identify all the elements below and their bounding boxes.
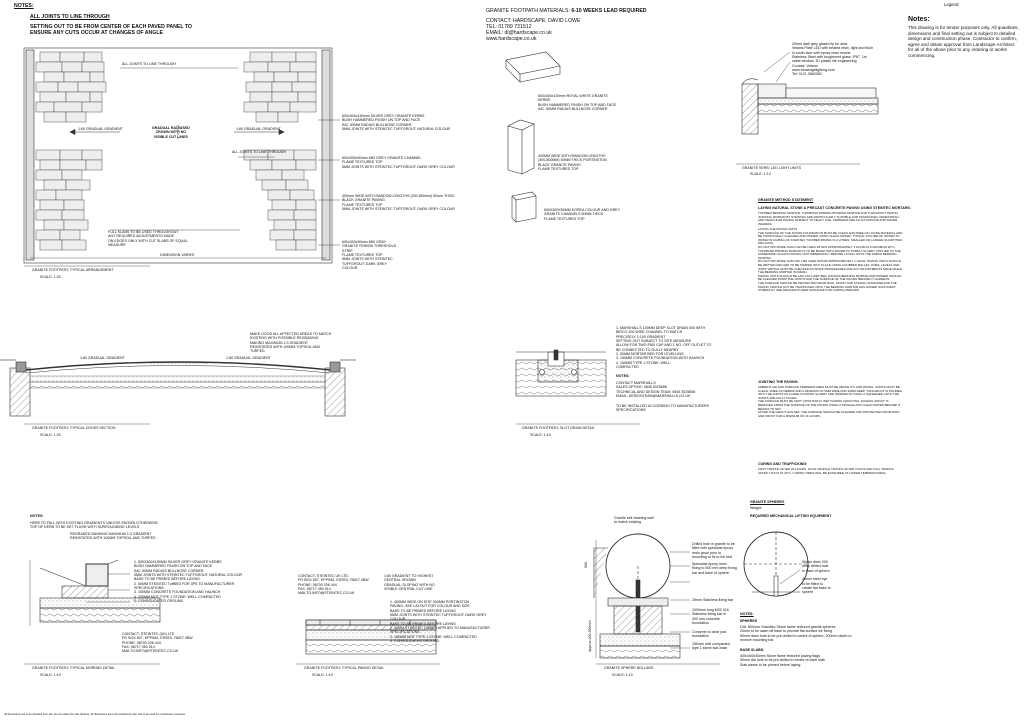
sphere-base: 400x400x50mm Stone flame textured paving flags 50mm dia hole to be pre-drilled to centre of each slab Slab bases to be primed before laying <box>740 654 825 667</box>
bollard-label-2: Drilled hole in granite to be filled with specialist epoxy resin grout prior to mounting to fix to full bed <box>692 542 735 559</box>
slot-drain-detail <box>516 350 606 396</box>
method-curing-title: CURING AND TRAFFICKING: <box>758 462 808 466</box>
led-title: GRANITE KERB: LED LIGHT UNITS <box>742 166 802 170</box>
section-scale: SCALE: 1:20 <box>40 433 61 437</box>
method-heading: LAYING NATURAL STONE & PRECAST CONCRETE PAVING USING STEINTEC MORTARS: <box>758 206 912 210</box>
bollard-label-5: 1000mm long M20 316 Stainless fixing bar in 300 mm concrete foundation <box>692 608 729 625</box>
kerb-title: GRANITE FOOTPATH: TYPICAL KERBING DETAIL <box>32 666 116 670</box>
bollard-detail <box>594 534 690 658</box>
footer-disclaimer: All dimensions are to be checked from site. Do not scale from this drawing. All dimensions are to be checked on site. Not to be used for construction purposes. <box>4 713 186 716</box>
plan-spec-2: 600x300x50mm MID GREY GRANITE CHANNEL FLAME TEXTURED TOP 5MM JOINTS WITH STEINTEC TUFFGROUT: DARK GREY COLOUR <box>342 156 455 169</box>
led-scale: SCALE: 1:10 <box>750 172 771 176</box>
plan-spec-4: 600x300x50mm MID GRAY GRANITE TRIMON THRESHOLD STRIP FLAME TEXTURED TOP 5MM JOINTS WITH STEINTEC TUFFGROUT: DARK GREY COLOUR <box>342 240 397 270</box>
general-notes-title: Notes: <box>908 16 930 23</box>
sphere-lifting: REQUIRED MECHANICAL LIFTING EQUIPMENT <box>750 514 832 518</box>
slot-drain-contact: CONTACT MARSHALLS SALES OFFICE: 0845 3025656 TECHNICAL AND DESIGN TEAM: 0845 3025658 EMAIL: DESIGNTEAM@MARSHALLS.CO.UK <box>616 381 696 398</box>
sphere-detail <box>744 532 808 596</box>
sphere-title: GRANITE SPHERES <box>750 500 785 504</box>
slot-drain-install: TO BE INSTALLED ACCORDING TO MANUFACTURERS SPECIFICATIONS <box>616 404 709 413</box>
cross-section <box>0 360 356 416</box>
bollard-scale: SCALE: 1:10 <box>612 673 633 677</box>
paving-contact: CONTACT: STEINTEC UK LTD PO BOX 507, EPPING, ESSEX, RM17 0BW PHONE: 08700 206 444 FAX: 08717 050 514 MAILTO:INFO@STEINTEC.CO.UK <box>298 574 369 596</box>
slot-drain-notes-title: NOTES: <box>616 374 630 378</box>
bollard-dim-2: Approx 400-500mm <box>588 620 592 652</box>
supplier-web[interactable]: www.hardscape.co.uk <box>486 36 537 42</box>
plan-spec-1: 600x300x150mm SILVER GREY GRANITE KERBS BUSH HAMMERED FINISH ON TOP AND FACE INC. 50MM RADIUS BULLNOSE CORNER 5MM JOINTS WITH STEINTEC TUFFGROUT: NATURAL COLOUR <box>342 114 451 131</box>
supplier-email[interactable]: EMAIL: dl@hardscape.co.uk <box>486 30 552 36</box>
plan-joints-mid: ALL JOINTS TO LINE THROUGH <box>232 150 286 154</box>
kerb-contact: CONTACT: STEINTEC (UK) LTD PO BOX 507, EPPING, ESSEX, RM17 0BW PHONE: 08700 206 444 FAX: 08717 050 514 MAILTO:INFO@STEINTEC.CO.UK <box>122 632 193 654</box>
material-item-1: 600x300x150mm ROYAL WHITE GRANITE KERBS BUSH HAMMERED FINISH ON TOP AND FACE INC. 50MM RADIUS BULLNOSE CORNER <box>538 94 617 111</box>
supplier-contact: CONTACT: HARDSCAPE; DAVID LOWE <box>486 18 581 24</box>
plan-gradient-left: 1:60 GRADUAL GRADIENT <box>78 127 123 131</box>
plan-joints-top: ALL JOINTS TO LINE THROUGH <box>122 62 176 66</box>
sphere-hole: 50mm diam 200 deep drilled hole in base of sphere 20mm steel eye to be fitted to create flat base to sphere <box>802 560 831 595</box>
kerb-scale: SCALE: 1:10 <box>40 673 61 677</box>
notes-title: NOTES: <box>14 3 34 9</box>
general-notes-body: This drawing is for tender purposes only. All quantities, dimensions and final setting out is subject to detailed design and construction phase. Contractor to confirm, agree and obtain approval from Landscape Architect for all of the above prior to any ordering or works commencing. <box>908 25 1019 58</box>
method-body: LAYING THE PAVING UNITS THE SURFACE OF THE SOUND FOUNDATION MUST BE CLEAN AND FREE OF LOOSE MATERIAL AND BE THOROUGHLY CLEANED AND PRIMED USING CLEAN WATER. TYPICAL VOLUME OF WATER TO WATER IN KG/BAG OF STEINTEC TUFFBED PAVING IS 2 LITRES. SMALLER OR LARGER QUANTITIES PRO RATA. DO NOT MIX MORE THAN CAN BE USED WITHIN APPROXIMATELY 1 HOUR AT A MAXIMUM 20°C. TUFFBOND PRIMING MORTAR IS TO BE MIXED WITH WATER TO FORM A SLURRY, APPLIED TO THE UNDERSIDE OF EACH PAVING UNIT IMMEDIATELY BEFORE LAYING ONTO THE FRESH BEDDING MORTAR. DO NOT MIX MORE THAN WILL BE USED WITHIN APPROXIMATELY 1 HOUR. PAVING UNITS SHOULD BE WETTED AND ARE TO BE TAMPED INTO PLACE USING A RUBBER MALLET. LINES, LEVELS AND JOINT WIDTHS MUST BE CHECKED AS WORK PROGRESSES AND ANY ADJUSTMENTS MADE WHILE THE BEDDING MORTAR IS FRESH. PAVING UNITS SHOULD BE LAID ON A WET BED. EXCESS BEDDING MORTAR AND PRIMER SHOULD BE CLEANED FROM THE JOINTS AND THE SURFACE OF THE PAVING BEFORE IT HARDENS. THE SURFACE SHOULD BE PROTECTED FROM RAIN, FROST AND STRONG SUNSHINE AND THE PAVING SHOULD NOT BE TRAFFICKED UNTIL THE BEDDING MORTAR HAS GAINED SUFFICIENT STRENGTH. SEE MANUFACTURER GUIDANCE FOR CURING PERIODS. <box>758 227 903 293</box>
plan-title: GRANITE FOOTPATH: TYPICAL ARRANGEMENT <box>32 268 114 272</box>
plan-dimension: DIMENSION VARIES <box>160 253 195 257</box>
paving-scale: SCALE: 1:10 <box>312 673 333 677</box>
paving-gradient: 1:60 GRADIENT TO HIGHEST CENTRAL GROWN GRADUAL SLOPING WITH NO VISIBLE CENTRAL CUT LINE <box>384 574 435 591</box>
plan-spec-3: 400mm WIDE WITH RANDOM LENGTHS (300-800mm) 50mm THICK BLACK GRANITE PAVING FLAME TEXTURED TOP 5MM JOINTS WITH STEINTEC TUFFGROUT: DARK GREY COLOUR <box>342 194 455 211</box>
section-grad-right: 1:60 GRADUAL GRADIENT <box>226 356 271 360</box>
material-item-2: 400MM WIDE WITH RANDOM LENGTHS (300-800MM) 50MM THICK PORTINSTON BLACK GRANITE PAVING FLAME TEXTURED TOP <box>538 154 607 171</box>
method-jointing: AMBIENT AIR AND SURFACE TEMPERATURES MUST BE ABOVE 5°C AND RISING. JOINTS MUST BE CLEAN, FREE OF DEBRIS AND A MINIMUM OF 5MM WIDE AND 30MM DEEP. TUFFGROUT IS POURED INTO THE JOINTS AS A FREE FLOWING SLURRY AND WORKED IN USING A SQUEEGEE UNTIL THE JOINTS ARE FULLY FILLED. THE SURFACE MUST BE KEPT CONSTANTLY WET DURING GROUTING. EXCESS GROUT IS REMOVED FROM THE SURFACE OF THE PAVING USING A SPONGE AND CLEAN WATER BEFORE IT BEGINS TO SET. AFTER THE GROUT HAS SET, THE SURFACE SHOULD BE CLEANED AND PROTECTED FROM RAIN AND FROST FOR A MINIMUM OF 24 HOURS. <box>758 385 902 418</box>
plan-full-slabs: FULL SLABS TO BE USED THROUGHOUT ANY REQUIRED ADJUSTMENTS MADE ON EDGES ONLY WITH CUT SLABS OF EQUAL MEASURE <box>108 230 188 247</box>
sphere-notes-title: NOTES: <box>740 612 754 616</box>
sphere-base-heading: BASE SLABS: <box>740 648 765 652</box>
bollard-dim-1: 600 <box>584 562 588 568</box>
section-grad-left: 1:60 GRADUAL GRADIENT <box>80 356 125 360</box>
method-title: GRANITE METHOD STATEMENT <box>758 198 814 202</box>
materials-heading: GRANITE FOOTPATH MATERIALS: 6-10 WEEKS LEAD REQUIRED <box>486 8 647 14</box>
supplier-tel: TEL: 01789 721512 <box>486 24 532 30</box>
sphere-weight: Weight: <box>750 506 763 510</box>
led-notes: 20mm dark grey glazed lip for seat Velaxis Plate LED with treated resin, light and flush in south face with epoxy resin mortar. Stainless Steel with toughened glass, IP67, 1m cable window, 3D plastic lite engineering. Contact: Velaxis www.trinaedgelighting.com Tel: 0121 3660380 <box>792 42 874 77</box>
kerb-items: 1. 600X300X150MM SILVER GREY GRANITE KERBS BUSH HAMMERED FINISH ON TOP AND FACE INC. 50MM RADIUS BULLNOSE CORNER 5MM JOINTS WITH STEINTEC TUFFGROUT: NATURAL COLOUR BASE TO BE PRIMED BEFORE LAYING 2. 50MM STEINTEC TuffBED FOR 3PS TO MANUFACTURER SPECIFICATIONS 3. 150MM CONCRETE FOUNDATION AND HAUNCH 4. 200MM MOT TYPE 1 STONE: WELL COMPACTED 5. CONSOLIDATED GROUND <box>134 560 243 603</box>
kerb-note: HERE TO FALL WITH EXISTING GRADIENTS UNLESS SHOWN OTHERWISE TOP OF KERB TO BE SET FLUSH WITH SURROUNDING LEVELS <box>30 521 158 530</box>
sphere-spheres: DIA. 600mm Grandiso Stone flame textured granite spheres 20mm to be sawn off base to provide flat surface for fixing 50mm diam hole to be pre-drilled to centre of sphere, 200mm depth to receive mounting bar <box>740 625 852 642</box>
slot-drain-notes: 1. MARSHALLS 100MM DEEP SLOT DRAIN 500 WITH BIRCO 100 WIDE CHANNEL TO MATCH PRECISELY 1:100 GRADIENT SETTING OUT SUBJECT TO SITE MEASURE ALLOW FOR TWO END CAP AND 1 NO. OFF OUTLET TO BE CONNECTED TO GULLY NEARBY 2. 50MM MORTAR BED FOR LEVELLING 3. 150MM CONCRETE FOUNDATION WITH HAUNCH 4. 150MM TYPE 1 STONE: WELL COMPACTED <box>616 326 712 369</box>
slot-drain-scale: SCALE: 1:10 <box>530 433 551 437</box>
plan-scale: SCALE: 1:20 <box>40 275 61 279</box>
slot-drain-title: GRANITE FOOTPATH: SLOT DRAIN DETAIL <box>522 426 595 430</box>
paving-items: 1. 400MM WIDE ON SITE 300MM PORTINSTON PAVING. SEE LAYOUT FOR COLOUR AND SIZE BASE TO BE PRIMED BEFORE LAYING 5MM JOINTS WITH STEINTEC TUFFGROUT: DARK GREY COLOUR BASE TO BE PRIMED BEFORE LAYING 2. 50MM STEINTEC TuffBED APPLIED TO MANUFACTURER SPECIFICATIONS 3. 150MM MOT TYPE 1 STONE: WELL COMPACTED 4. CONSOLIDATED GROUND <box>390 600 490 643</box>
bollard-label-1: Granite self-draining wall to match existing <box>614 516 654 525</box>
section-title: GRANITE FOOTPATH: TYPICAL CROSS SECTION <box>32 426 116 430</box>
section-note: MAKE GOOD ALL AFFECTED AREAS TO MATCH EXISTING WITH POSSIBLE REGRADING MAKING MAXIMUM 1:3 GRADIENT REINSTATED WITH 100MM TOPSOIL AND TURFED <box>250 332 332 354</box>
setting-out-note: SETTING OUT TO BE FROM CENTER OF EACH PAVED PANEL TO ENSURE ANY CUTS OCCUR AT CHANGES OF ANGLE <box>30 24 192 37</box>
bollard-label-6: Concrete to clear pad foundation <box>692 630 727 639</box>
bollard-label-7: 150mm well compacted type 1 stone sub-base <box>692 642 730 651</box>
material-item-3: 600X300X50MM KOREA COLOUR AND GREY GRANITE CHANNELS 50MM THICK FLAME TEXTURED TOP <box>544 208 621 221</box>
materials-samples <box>506 52 560 222</box>
method-jointing-title: JOINTING THE PAVING: <box>758 380 799 384</box>
plan-crown: GRADUAL RADIUSED CROWN WITH NO VISIBLE CUT LINES <box>152 126 190 139</box>
bollard-title: GRANITE SPHERE BOLLARD <box>604 666 654 670</box>
kerb-note-title: NOTES: <box>30 514 44 518</box>
bollard-label-3: Specialist epoxy resin fixing to 500 mm deep fixing bar and base of sphere <box>692 562 737 575</box>
paving-title: GRANITE FOOTPATH: TYPICAL PAVING DETAIL <box>304 666 385 670</box>
method-intro: TUFFBED BEDDING MORTAR, TUFFBOND PRIMING BONDING MORTAR AND TUFFGROUT PAVING JOINTING MORTAR BY STEINTEC ARE PARTICULARLY SUITABLE FOR TRAFFICKED, PEDESTRIAN AND VEHICULAR PAVING SUBJECT TO HEAVY USE, TEMPERATURE FLUCTUATIONS AND WATER INGRESS. <box>758 211 899 226</box>
bollard-label-4: 25mm Stainless fixing bar <box>692 598 734 602</box>
joints-note: ALL JOINTS TO LINE THROUGH <box>30 14 110 20</box>
plan-gradient-right: 1:60 GRADUAL GRADIENT <box>236 127 281 131</box>
legend-label: Legend <box>944 2 959 7</box>
sphere-spheres-heading: SPHERES <box>740 619 758 623</box>
method-curing: FOOT TRAFFIC AFTER 24 HOURS, LIGHT VEHICLE TRAFFIC AFTER 3 DAYS AND FULL TRAFFIC AFTER 7 DAYS AT 20°C. CURING TIMES WILL BE EXTENDED AT LOWER TEMPERATURES. <box>758 467 894 475</box>
kerb-regrade: REGRADED BANKING MAXIMUM 1:3 GRADIENT REINSTATED WITH 100MM TOPSOIL AND TURFED <box>70 532 156 541</box>
